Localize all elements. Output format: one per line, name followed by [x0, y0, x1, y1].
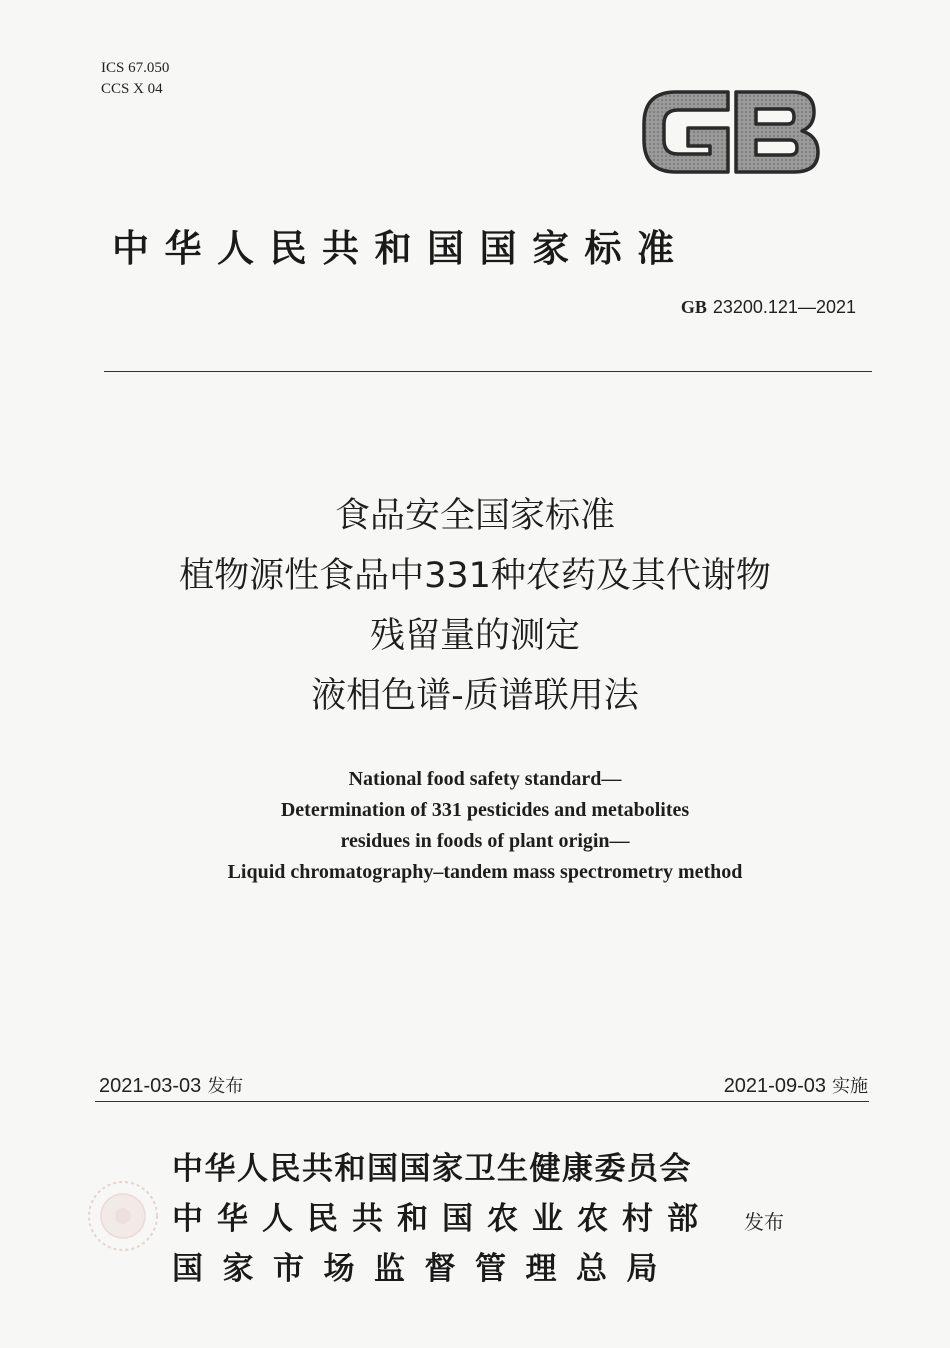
issuer-market-regulation: 国家市场监督管理总局 — [172, 1251, 677, 1287]
en-title-line-3: residues in foods of plant origin— — [340, 830, 630, 852]
ics-code: ICS 67.050 — [101, 60, 170, 76]
issue-date — [99, 1072, 243, 1098]
implementation-date — [724, 1072, 868, 1098]
publish-label: 发布 — [744, 1210, 784, 1234]
zh-title-line-4: 液相色谱-质谱联用法 — [311, 676, 639, 716]
issue-date-value: 2021-03-03 — [99, 1075, 202, 1097]
gb-logo — [636, 82, 822, 182]
issuer-health-commission: 中华人民共和国国家卫生健康委员会 — [172, 1151, 692, 1187]
en-title-line-1: National food safety standard— — [348, 768, 622, 790]
issuing-authorities — [172, 1144, 712, 1294]
national-standard-heading: 中华人民共和国国家标准 — [112, 226, 690, 270]
seal-watermark-icon — [80, 1176, 166, 1256]
issuer-agriculture-ministry: 中华人民共和国农业农村部 — [172, 1201, 712, 1237]
classification-codes — [101, 58, 169, 100]
chinese-title — [0, 486, 950, 726]
en-title-line-2: Determination of 331 pesticides and metabolites — [280, 799, 690, 821]
standard-number — [681, 297, 856, 318]
bottom-divider — [95, 1101, 869, 1102]
implementation-date-label: 实施 — [832, 1076, 868, 1097]
standard-prefix: GB — [680, 297, 707, 317]
standard-code: 23200.121—2021 — [712, 297, 856, 317]
zh-title-line-1: 食品安全国家标准 — [334, 496, 615, 536]
english-title — [0, 764, 950, 888]
implementation-date-value: 2021-09-03 — [723, 1075, 826, 1097]
top-divider — [104, 371, 872, 372]
zh-title-line-2: 植物源性食品中331种农药及其代谢物 — [179, 556, 771, 596]
zh-title-line-3: 残留量的测定 — [369, 616, 580, 656]
issue-date-label: 发布 — [207, 1076, 244, 1097]
ccs-code: CCS X 04 — [101, 81, 163, 97]
en-title-line-4: Liquid chromatography–tandem mass spectrometry method — [227, 861, 743, 883]
